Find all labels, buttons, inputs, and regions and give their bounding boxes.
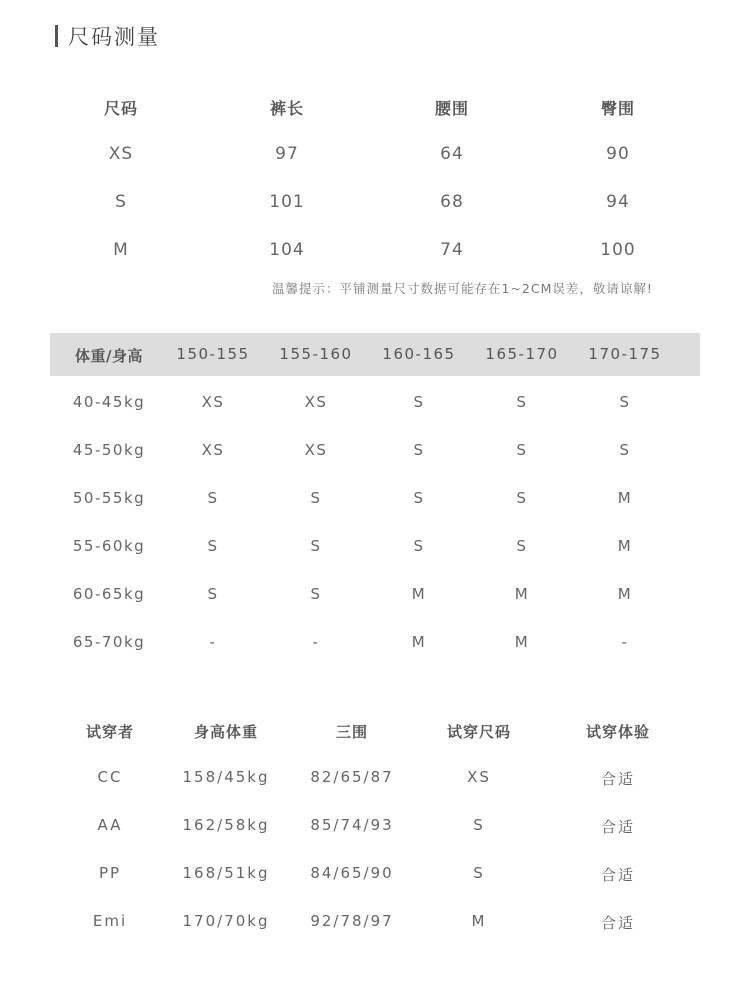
recommend-cell: S [310,537,322,555]
tryon-cell: 合适 [600,818,636,836]
recommend-cell: M [617,537,633,555]
tryon-cell: 92/78/97 [310,912,394,930]
measure-cell: 94 [606,192,630,212]
recommend-cell: S [516,393,528,411]
recommend-cell: S [310,489,322,507]
height-range-header: 170-175 [588,345,662,363]
tryon-cell: Emi [92,912,128,930]
tryon-cell: 82/65/87 [310,768,394,786]
tryon-cell: S [473,864,485,882]
recommend-cell: M [411,633,427,651]
tried-size-header: 试穿尺码 [446,723,512,741]
recommend-cell: S [207,585,219,603]
recommend-cell: XS [304,441,328,459]
height-range-header: 160-165 [382,345,456,363]
recommend-cell: M [411,585,427,603]
tester-header: 试穿者 [85,723,135,741]
tryon-cell: 合适 [600,866,636,884]
tryon-cell: 合适 [600,914,636,932]
weight-range-label: 55-60kg [72,537,146,555]
recommend-cell: XS [304,393,328,411]
length-header: 裤长 [269,99,305,118]
recommend-cell: - [312,633,320,651]
recommend-cell: S [516,489,528,507]
measure-cell: 64 [440,144,464,164]
weight-range-label: 45-50kg [72,441,146,459]
recommend-cell: S [413,441,425,459]
tryon-cell: XS [467,768,491,786]
size-header: 尺码 [103,99,139,118]
recommend-cell: S [619,441,631,459]
measure-cell: 97 [275,144,299,164]
waist-header: 腰围 [434,99,470,118]
title-accent-bar [55,25,58,47]
recommend-cell: S [413,537,425,555]
recommend-cell: S [207,537,219,555]
measure-cell: 101 [269,192,305,212]
recommend-cell: S [516,441,528,459]
measurement-note: 温馨提示：平铺测量尺寸数据可能存在1~2CM误差，敬请谅解! [272,281,653,296]
height-range-header: 155-160 [279,345,353,363]
section-header [55,23,160,49]
tryon-cell: 84/65/90 [310,864,394,882]
weight-height-header: 体重/身高 [75,347,143,365]
tryon-cell: 合适 [600,770,636,788]
recommend-cell: M [514,585,530,603]
recommend-cell: - [621,633,629,651]
recommend-cell: S [310,585,322,603]
weight-range-label: 65-70kg [72,633,146,651]
recommend-cell: S [413,489,425,507]
measure-cell: M [113,240,129,260]
tryon-cell: PP [98,864,122,882]
measure-cell: XS [108,144,134,164]
height-range-header: 150-155 [176,345,250,363]
recommend-cell: S [207,489,219,507]
recommend-cell: XS [201,393,225,411]
weight-range-label: 40-45kg [72,393,146,411]
recommend-cell: M [617,489,633,507]
fit-header: 试穿体验 [585,723,651,741]
recommend-cell: XS [201,441,225,459]
tryon-cell: 85/74/93 [310,816,394,834]
tryon-cell: 158/45kg [182,768,270,786]
recommend-cell: S [619,393,631,411]
height-weight-header: 身高体重 [193,723,259,741]
measurements-header: 三围 [335,723,369,741]
recommend-cell: S [516,537,528,555]
tryon-cell: S [473,816,485,834]
measure-cell: 104 [269,240,305,260]
tryon-cell: 170/70kg [182,912,270,930]
page-title: 尺码测量 [68,25,160,49]
tryon-cell: 162/58kg [182,816,270,834]
weight-range-label: 60-65kg [72,585,146,603]
weight-range-label: 50-55kg [72,489,146,507]
recommend-cell: M [514,633,530,651]
measure-cell: 100 [600,240,636,260]
measure-cell: 74 [440,240,464,260]
measure-cell: 68 [440,192,464,212]
hip-header: 臀围 [600,99,636,118]
tryon-cell: AA [97,816,123,834]
tryon-cell: M [471,912,487,930]
recommend-cell: M [617,585,633,603]
height-range-header: 165-170 [485,345,559,363]
recommend-cell: - [209,633,217,651]
tryon-cell: 168/51kg [182,864,270,882]
measure-cell: S [115,192,127,212]
measure-cell: 90 [606,144,630,164]
recommend-cell: S [413,393,425,411]
tryon-cell: CC [97,768,123,786]
